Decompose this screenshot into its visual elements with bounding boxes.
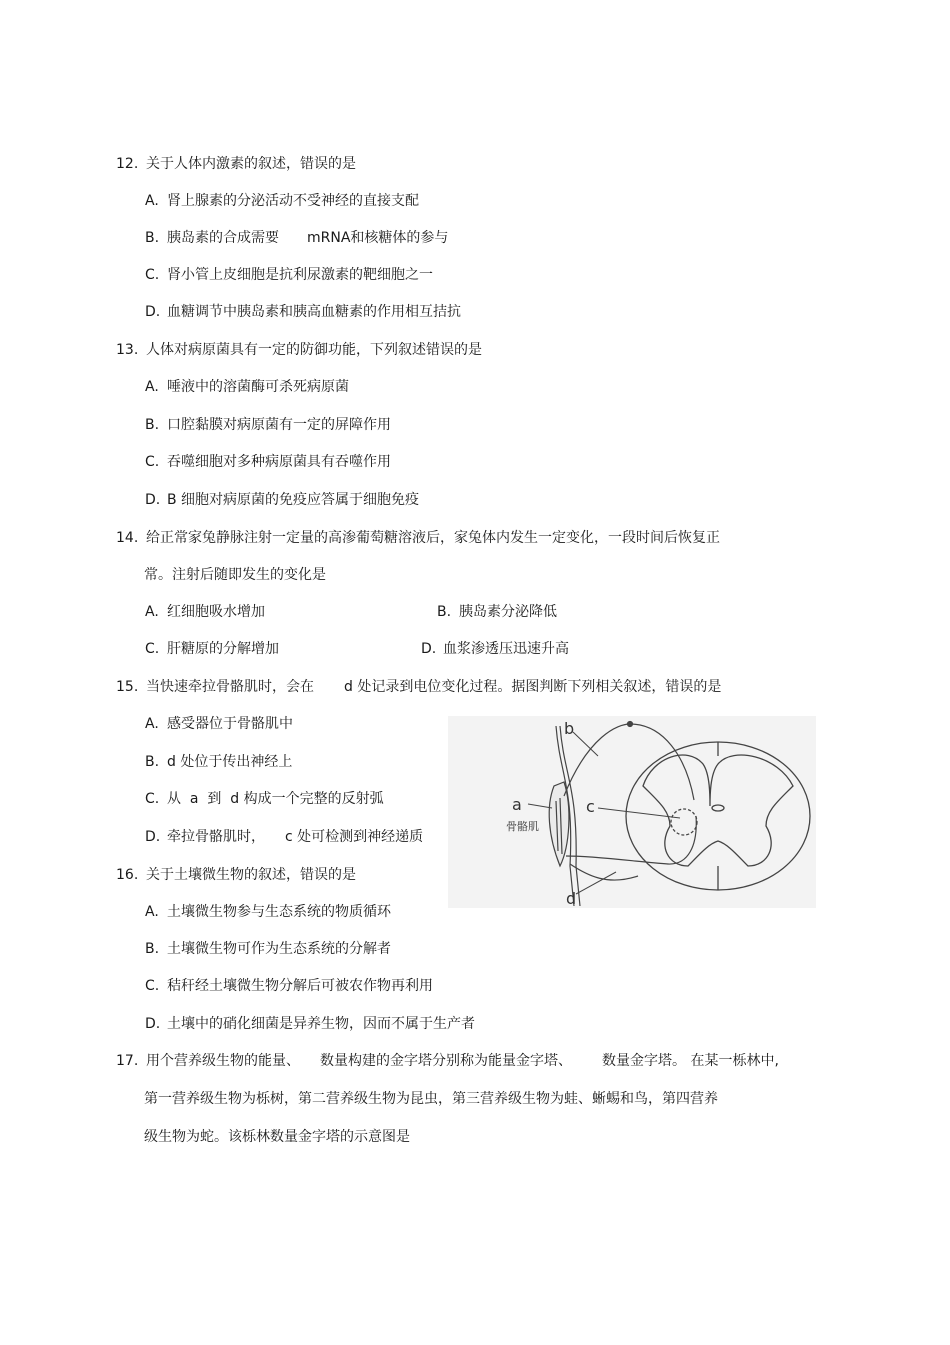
option-b [145, 416, 391, 434]
option-text: 从 a 到 d 构成一个完整的反射弧 [167, 791, 384, 807]
option-a [145, 603, 265, 621]
question-stem-cont: 常。注射后随即发生的变化是 [144, 567, 326, 583]
question-number: 13. [116, 342, 139, 358]
option-letter: B. [145, 941, 160, 957]
question-stem-part: 数量金字塔。 在某一栎林中, [602, 1053, 779, 1069]
figure-label-c: c [586, 797, 595, 816]
option-letter: A. [145, 193, 159, 209]
option-text-term: mRNA [307, 230, 351, 246]
option-text: d 处位于传出神经上 [167, 754, 293, 770]
question-stem-part: 用个营养级生物的能量、 [146, 1053, 300, 1069]
option-letter: A. [145, 379, 159, 395]
question-number: 12. [116, 156, 139, 172]
question-stem-part: 当快速牵拉骨骼肌时，会在 [146, 679, 314, 695]
option-a [145, 903, 391, 921]
option-text: 胰岛素的合成需要 [167, 230, 279, 246]
option-letter: C. [145, 267, 160, 283]
option-text: 和核糖体的参与 [350, 230, 449, 246]
question-stem: 关于人体内激素的叙述，错误的是 [146, 156, 356, 172]
figure-label-b: b [564, 719, 575, 738]
option-text: c 处可检测到神经递质 [285, 829, 424, 845]
option-a [145, 715, 293, 733]
option-b [145, 940, 391, 958]
option-text: 土壤中的硝化细菌是异养生物，因而不属于生产者 [167, 1016, 475, 1032]
option-letter: B. [145, 230, 160, 246]
option-text: 红细胞吸水增加 [167, 604, 265, 620]
option-letter: C. [145, 454, 160, 470]
option-b [437, 603, 557, 621]
question-stem [146, 678, 721, 696]
figure-label-d: d [566, 889, 577, 908]
figure-label-muscle: 骨骼肌 [506, 820, 539, 833]
question-stem: 关于土壤微生物的叙述，错误的是 [146, 867, 356, 883]
option-letter: C. [145, 978, 160, 994]
question-stem [146, 1052, 779, 1070]
option-text: 牵拉骨骼肌时， [167, 829, 265, 845]
option-text: 土壤微生物参与生态系统的物质循环 [167, 904, 391, 920]
option-text: 胰岛素分泌降低 [459, 604, 557, 620]
option-c [145, 266, 433, 284]
question-stem-cont: 级生物为蛇。该栎林数量金字塔的示意图是 [144, 1129, 410, 1145]
option-text: 土壤微生物可作为生态系统的分解者 [167, 941, 391, 957]
option-b [145, 753, 292, 771]
option-text: 血糖调节中胰岛素和胰高血糖素的作用相互拮抗 [167, 304, 461, 320]
option-text: 唾液中的溶菌酶可杀死病原菌 [167, 379, 349, 395]
option-text: 肾小管上皮细胞是抗利尿激素的靶细胞之一 [167, 267, 433, 283]
option-text: 感受器位于骨骼肌中 [167, 716, 293, 732]
option-text: 肝糖原的分解增加 [167, 641, 279, 657]
option-c [145, 790, 384, 808]
option-letter: D. [145, 492, 161, 508]
option-text: 吞噬细胞对多种病原菌具有吞噬作用 [167, 454, 391, 470]
option-d [145, 828, 423, 846]
option-c [145, 977, 433, 995]
question-number: 15. [116, 679, 139, 695]
option-text: B 细胞对病原菌的免疫应答属于细胞免疫 [167, 492, 420, 508]
figure-label-a: a [512, 795, 522, 814]
question-stem: 给正常家兔静脉注射一定量的高渗葡萄糖溶液后，家兔体内发生一定变化，一段时间后恢复正 [146, 530, 720, 546]
option-c [145, 453, 391, 471]
option-a [145, 378, 349, 396]
option-letter: C. [145, 641, 160, 657]
option-letter: A. [145, 716, 159, 732]
option-letter: D. [145, 1016, 161, 1032]
option-letter: A. [145, 904, 159, 920]
question-stem-part: 数量构建的金字塔分别称为能量金字塔、 [320, 1053, 572, 1069]
option-a [145, 192, 419, 210]
question-stem: 人体对病原菌具有一定的防御功能，下列叙述错误的是 [146, 342, 482, 358]
option-letter: C. [145, 791, 160, 807]
option-text: 口腔黏膜对病原菌有一定的屏障作用 [167, 417, 391, 433]
option-d [145, 491, 419, 509]
question-number: 16. [116, 867, 139, 883]
reflex-arc-figure [448, 716, 816, 908]
option-text: 秸秆经土壤微生物分解后可被农作物再利用 [167, 978, 433, 994]
option-letter: A. [145, 604, 159, 620]
option-d [421, 640, 569, 658]
option-letter: D. [421, 641, 437, 657]
question-stem-cont: 第一营养级生物为栎树，第二营养级生物为昆虫，第三营养级生物为蛙、蜥蜴和鸟，第四营养 [144, 1091, 718, 1107]
option-letter: B. [145, 754, 160, 770]
option-letter: B. [437, 604, 452, 620]
option-text: 血浆渗透压迅速升高 [443, 641, 569, 657]
option-d [145, 303, 461, 321]
option-letter: D. [145, 829, 161, 845]
question-number: 17. [116, 1053, 139, 1069]
option-c [145, 640, 279, 658]
option-d [145, 1015, 475, 1033]
question-stem-part: d 处记录到电位变化过程。据图判断下列相关叙述，错误的是 [344, 679, 722, 695]
question-number: 14. [116, 530, 139, 546]
option-text: 肾上腺素的分泌活动不受神经的直接支配 [167, 193, 419, 209]
option-letter: D. [145, 304, 161, 320]
option-b [145, 229, 448, 247]
option-letter: B. [145, 417, 160, 433]
